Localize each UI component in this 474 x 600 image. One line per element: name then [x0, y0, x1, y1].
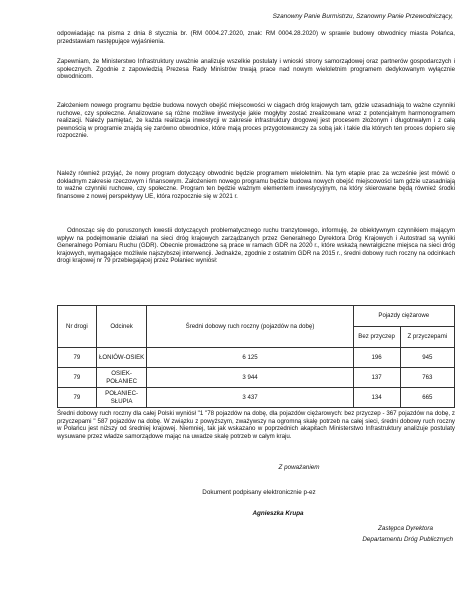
header-nr-drogi: Nr drogi	[58, 306, 97, 348]
cell-bez: 137	[353, 368, 400, 388]
header-odcinek: Odcinek	[96, 306, 147, 348]
header-z-przyczepami: Z przyczepami	[400, 327, 454, 348]
cell-nr: 79	[58, 368, 97, 388]
cell-z: 945	[400, 348, 454, 368]
table-header-row	[58, 306, 455, 327]
table-row	[58, 368, 455, 388]
cell-odcinek: POŁANIEC-SŁUPIA	[96, 388, 147, 408]
cell-odcinek: OSIEK-POŁANIEC	[96, 368, 147, 388]
paragraph-multiyear-program: Należy również przyjąć, że nowy program dotyczący obwodnic będzie programem wieloletnim. Na tym etapie prac za wcześnie jest mówić o dokładnym zakresie rzeczowym i finansowym. Założeniem nowego programu będzie budowa nowych obejść miejscowości tam gdzie uzasadniają to ważne czynniki ruchowe, czy społeczne. Program ten będzie ważnym elementem inwestycyjnym, na który skierowane będą również środki finansowe z nowej perspektywy UE, która rozpocznie się w 2021 r.	[57, 170, 455, 200]
signer-role: Zastępca Dyrektora	[378, 525, 433, 532]
table-row	[58, 388, 455, 408]
cell-bez: 134	[353, 388, 400, 408]
cell-sdr: 3 437	[147, 388, 353, 408]
header-pojazdy-ciezarowe: Pojazdy ciężarowe	[353, 306, 454, 327]
paragraph-program-assumptions: Założeniem nowego programu będzie budowa nowych obejść miejscowości w ciągach dróg krajowych tam, gdzie uzasadniają to ważne czynniki ruchowe, czy społeczne. Analizowane są różne możliwe inwestycje jakie mogłyby zostać zrealizowane wraz z potencjalnym harmonogramem realizacji. Należy pamiętać, że każda realizacja inwestycji w zakresie infrastruktury drogowej jest procesem złożonym i długotrwałym i z całą pewnością w programie znajdą się zarówno obwodnice, które mają proces przygotowawczy za sobą jak i takie dla których ten proces dopiero się rozpocznie.	[57, 102, 455, 139]
cell-z: 763	[400, 368, 454, 388]
electronic-signature-note: Dokument podpisany elektronicznie p-ez	[202, 489, 316, 496]
cell-z: 665	[400, 388, 454, 408]
cell-nr: 79	[58, 348, 97, 368]
signer-department: Departamentu Dróg Publicznych	[362, 536, 453, 543]
paragraph-ministry: Zapewniam, że Ministerstwo Infrastruktury uważnie analizuje wszelkie postulaty i wnioski strony samorządowej oraz partnerów gospodarczych i społecznych. Zgodnie z zapowiedzią Prezesa Rady Ministrów trwają prace nad nowym wieloletnim programem dedykowanym wyłącznie obwodnicom.	[57, 58, 455, 80]
header-sdr: Średni dobowy ruch roczny (pojazdów na dobę)	[147, 306, 353, 348]
cell-sdr: 6 125	[147, 348, 353, 368]
cell-bez: 196	[353, 348, 400, 368]
cell-odcinek: ŁONIÓW-OSIEK	[96, 348, 147, 368]
paragraph-transit-traffic: Odnosząc się do poruszonych kwestii dotyczących problematycznego ruchu tranzytowego, informuję, że obiektywnym czynnikiem mającym wpływ na podejmowanie działań na sieci dróg krajowych zarządzanych przez Generalnego Dyrektora Dróg Krajowych i Autostrad są wyniki Generalnego Pomiaru Ruchu (GDR). Obecnie prowadzone są prace w ramach GDR na 2020 r., które wskażą newralgiczne miejsca na sieci dróg krajowych, wymagające możliwie najszybszej interwencji. Jednakże, zgodnie z ostatnim GDR na 2015 r., średni dobowy ruch roczny na odcinkach drogi krajowej nr 79 przebiegającej przez Połaniec wyniósł:	[57, 227, 455, 264]
traffic-table	[57, 305, 455, 408]
signer-name: Agnieszka Krupa	[252, 510, 304, 517]
cell-nr: 79	[58, 388, 97, 408]
cell-sdr: 3 944	[147, 368, 353, 388]
salutation: Szanowny Panie Burmistrzu, Szanowny Panie Przewodniczący,	[272, 13, 453, 20]
paragraph-national-average: Średni dobowy ruch roczny dla całej Polski wyniósł "1 "78 pojazdów na dobę, dla pojazdów ciężarowych: bez przyczep - 367 pojazdów na dobę, z przyczepami " 587 pojazdów na dobę. W związku z powyższym, zważywszy na ogromną skalę potrzeb na całej sieci, średni dobowy ruch roczny w Połańcu jest niższy od średniej krajowej. Niemniej, tak jak wskazano w poprzednich akapitach Ministerstwo Infrastruktury analizuje postulaty wysuwane przez władze samorządowe mając na uwadze skalę potrzeb w całym kraju.	[57, 410, 455, 440]
closing-regards: Z poważaniem	[278, 464, 320, 471]
header-bez-przyczep: Bez przyczep	[353, 327, 400, 348]
table-row	[58, 348, 455, 368]
paragraph-intro: odpowiadając na pisma z dnia 8 stycznia br. (RM 0004.27.2020, znak: RM 0004.28.2020) w sprawie budowy obwodnicy miasta Połańca, przedstawiam następujące wyjaśnienia.	[57, 30, 455, 45]
